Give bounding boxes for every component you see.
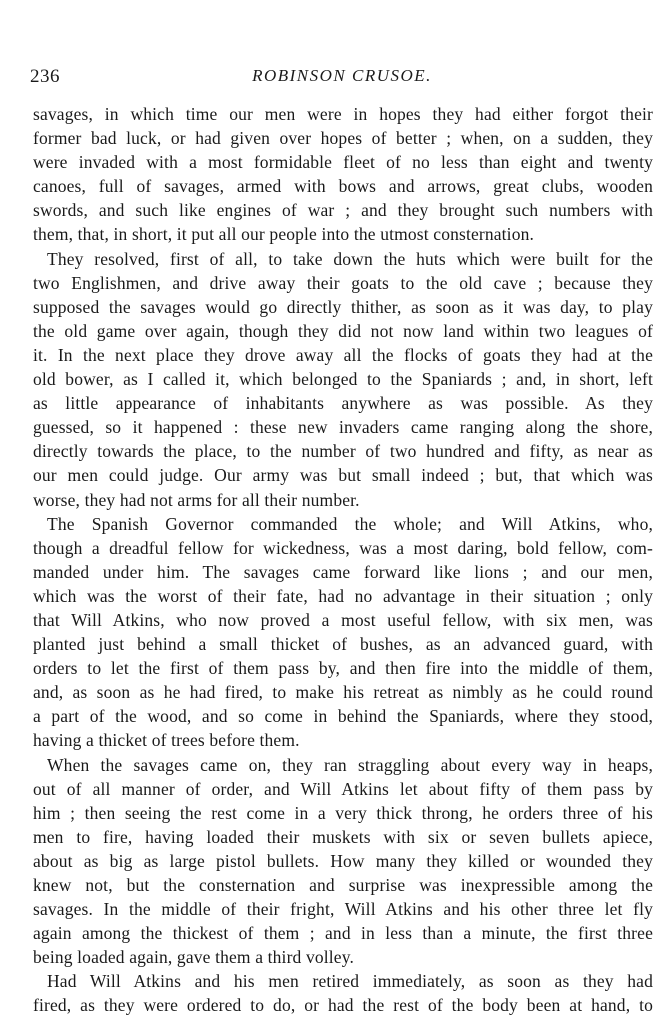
text-line: that Will Atkins, who now proved a most useful fellow, with six men, was <box>33 609 653 630</box>
text-line: directly towards the place, to the number of two hundred and fifty, as near as <box>33 441 653 462</box>
text-line: guessed, so it happened : these new invaders came ranging along the shore, <box>33 417 653 438</box>
page-header <box>30 66 654 90</box>
text-line: men to fire, having loaded their muskets with six or seven bullets apiece, <box>33 826 653 847</box>
text-line: old bower, as I called it, which belonged to the Spaniards ; and, in short, left <box>33 369 653 390</box>
text-line: our men could judge. Our army was but small indeed ; but, that which was <box>33 465 653 486</box>
text-line: supposed the savages would go directly thither, as soon as it was day, to play <box>33 296 653 317</box>
text-line: being loaded again, gave them a third volley. <box>33 947 354 968</box>
text-line: planted just behind a small thicket of bushes, as an advanced guard, with <box>33 634 653 655</box>
text-line: which was the worst of their fate, had no advantage in their situation ; only <box>33 585 653 606</box>
text-line: The Spanish Governor commanded the whole; and Will Atkins, who, <box>47 513 653 534</box>
text-line: a part of the wood, and so come in behind the Spaniards, where they stood, <box>33 706 653 727</box>
text-line: though a dreadful fellow for wickedness, was a most daring, bold fellow, com- <box>33 537 653 558</box>
text-line: them, that, in short, it put all our people into the utmost consternation. <box>33 224 535 245</box>
text-line: were invaded with a most formidable fleet of no less than eight and twenty <box>33 152 653 173</box>
text-line: having a thicket of trees before them. <box>33 730 300 751</box>
text-line: When the savages came on, they ran straggling about every way in heaps, <box>47 754 653 775</box>
page-number: 236 <box>30 66 60 87</box>
text-line: him ; then seeing the rest come in a very thick throng, he orders three of his <box>33 802 653 823</box>
text-line: two Englishmen, and drive away their goats to the old cave ; because they <box>33 272 653 293</box>
text-line: again among the thickest of them ; and in less than a minute, the first three <box>33 923 653 944</box>
text-line: the old game over again, though they did not now land within two leagues of <box>33 320 653 341</box>
text-line: and, as soon as he had fired, to make his retreat as nimbly as he could round <box>33 682 653 703</box>
text-line: orders to let the first of them pass by, and then fire into the middle of them, <box>33 658 653 679</box>
text-line: They resolved, first of all, to take down the huts which were built for the <box>47 248 653 269</box>
text-line: knew not, but the consternation and surprise was inexpressible among the <box>33 875 653 895</box>
text-line: savages. In the middle of their fright, Will Atkins and his other three let fly <box>33 899 653 920</box>
text-line: swords, and such like engines of war ; and they brought such numbers with <box>33 200 653 221</box>
body-text <box>33 102 653 1018</box>
text-line: about as big as large pistol bullets. How many they killed or wounded they <box>33 850 653 871</box>
text-line: fired, as they were ordered to do, or had the rest of the body been at hand, to <box>33 995 653 1016</box>
text-line: as little appearance of inhabitants anywhere as was possible. As they <box>33 393 653 414</box>
text-line: out of all manner of order, and Will Atkins let about fifty of them pass by <box>33 778 653 799</box>
text-line: worse, they had not arms for all their number. <box>33 489 360 510</box>
text-line: Had Will Atkins and his men retired immediately, as soon as they had <box>47 971 653 992</box>
text-line: manded under him. The savages came forward like lions ; and our men, <box>33 561 653 582</box>
text-line: savages, in which time our men were in hopes they had either forgot their <box>33 104 653 124</box>
running-title: ROBINSON CRUSOE. <box>252 66 432 85</box>
text-line: it. In the next place they drove away all the flocks of goats they had at the <box>33 344 653 365</box>
text-line: former bad luck, or had given over hopes of better ; when, on a sudden, they <box>33 128 653 149</box>
text-line: canoes, full of savages, armed with bows and arrows, great clubs, wooden <box>33 176 653 197</box>
